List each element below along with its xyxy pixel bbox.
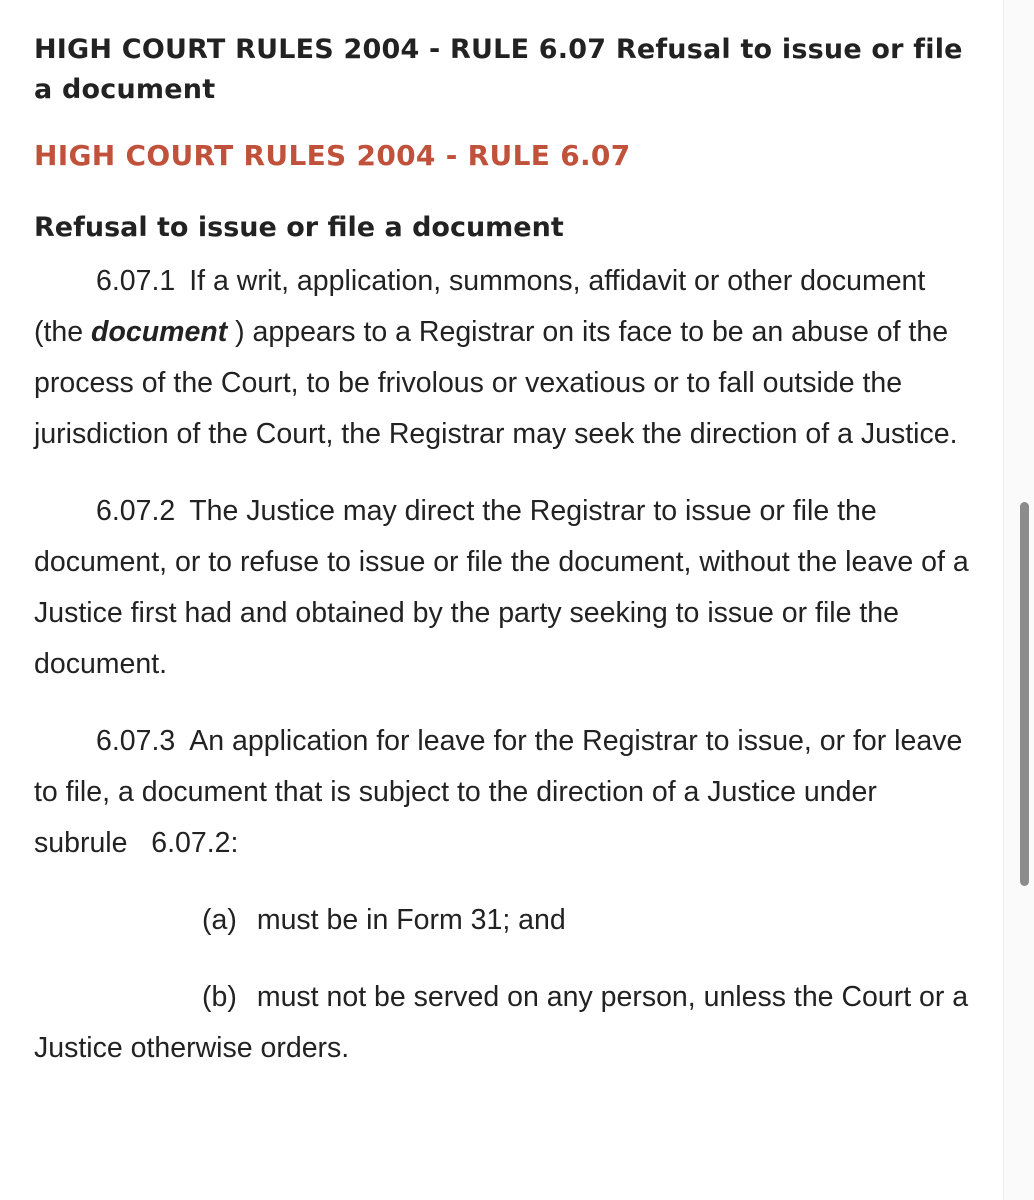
subrule-6-07-2: [34, 486, 974, 690]
defined-term-document: document: [91, 316, 228, 348]
rule-heading: HIGH COURT RULES 2004 - RULE 6.07: [34, 139, 631, 172]
subrule-number: 6.07.1: [96, 265, 176, 297]
paragraph-marker: (a): [202, 904, 237, 936]
subrule-text: If a writ, application, summons, affidavit or other document (the: [34, 265, 926, 348]
subrule-text-continued: ) appears to a Registrar on its face to be an abuse of the process of the Court, to be frivolous or vexatious or to fall outside the jurisdiction of the Court, the Registrar may seek the direction of a Justice.: [34, 316, 958, 450]
subrule-6-07-3: [34, 716, 974, 869]
document-title: HIGH COURT RULES 2004 - RULE 6.07 Refusal to issue or file a document: [34, 34, 963, 105]
paragraph-marker: (b): [202, 981, 237, 1013]
subrule-text: An application for leave for the Registrar to issue, or for leave to file, a document that is subject to the direction of a Justice under subrule 6.07.2:: [34, 725, 971, 859]
paragraph-b: [34, 972, 974, 1074]
rule-subheading: Refusal to issue or file a document: [34, 212, 564, 243]
subrule-number: 6.07.2: [96, 495, 176, 527]
subrule-6-07-1: [34, 256, 974, 460]
scrollbar-thumb[interactable]: [1020, 502, 1029, 886]
vertical-scrollbar[interactable]: [1003, 0, 1034, 1200]
subrule-number: 6.07.3: [96, 725, 176, 757]
paragraph-text: must not be served on any person, unless the Court or a Justice otherwise orders.: [34, 981, 969, 1064]
paragraph-a: [34, 895, 974, 946]
paragraph-text: must be in Form 31; and: [256, 904, 566, 936]
subrule-text: The Justice may direct the Registrar to issue or file the document, or to refuse to issue or file the document, without the leave of a Justice first had and obtained by the party seeking to issue or file the document.: [34, 495, 969, 680]
